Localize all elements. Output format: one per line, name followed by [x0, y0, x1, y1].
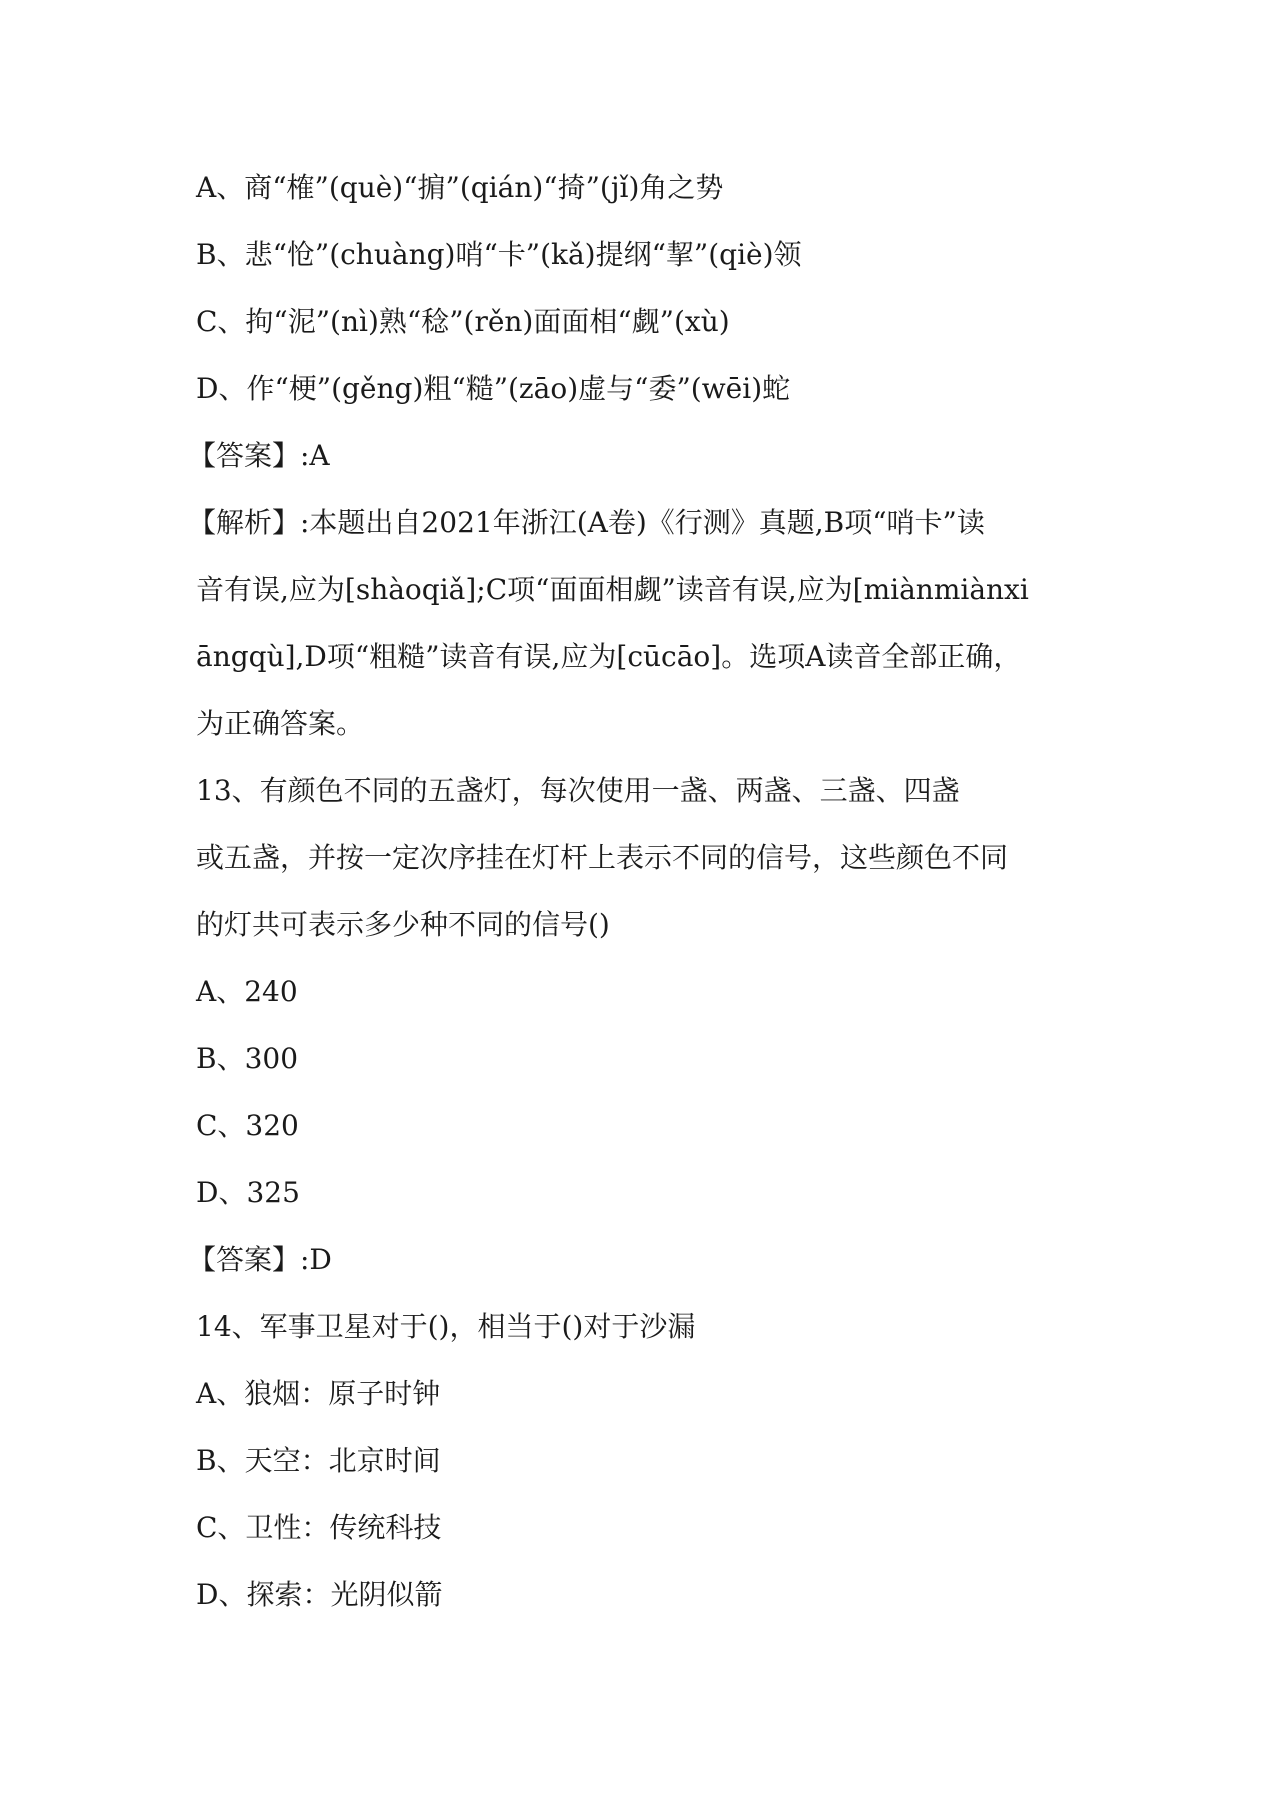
q12-option-d: D、作“梗”(gěng)粗“糙”(zāo)虚与“委”(wēi)蛇 — [196, 372, 791, 405]
q12-option-b: B、悲“怆”(chuàng)哨“卡”(kǎ)提纲“挈”(qiè)领 — [196, 238, 802, 271]
q14-stem: 14、军事卫星对于()，相当于()对于沙漏 — [196, 1310, 696, 1343]
q12-option-a: A、商“榷”(què)“掮”(qián)“掎”(jǐ)角之势 — [196, 171, 724, 204]
q13-option-b: B、300 — [196, 1042, 299, 1075]
q13-stem-line-2: 或五盏，并按一定次序挂在灯杆上表示不同的信号，这些颜色不同 — [196, 841, 1009, 874]
q12-analysis-line-1: 【解析】:本题出自2021年浙江(A卷)《行测》真题,B项“哨卡”读 — [188, 506, 985, 539]
q12-analysis-line-4: 为正确答案。 — [196, 707, 365, 740]
q12-analysis-line-3: āngqù],D项“粗糙”读音有误,应为[cūcāo]。选项A读音全部正确， — [196, 640, 1022, 673]
q12-analysis-line-2: 音有误,应为[shàoqiǎ];C项“面面相觑”读音有误,应为[miànmiànxi — [196, 573, 1029, 606]
q14-option-c: C、卫性：传统科技 — [196, 1511, 442, 1544]
q13-option-d: D、325 — [196, 1176, 300, 1209]
q13-option-a: A、240 — [196, 975, 298, 1008]
q13-stem-line-3: 的灯共可表示多少种不同的信号() — [196, 908, 610, 941]
q12-answer: 【答案】:A — [188, 439, 330, 472]
q13-answer: 【答案】:D — [188, 1243, 332, 1276]
q13-stem-line-1: 13、有颜色不同的五盏灯，每次使用一盏、两盏、三盏、四盏 — [196, 774, 960, 807]
q14-option-a: A、狼烟：原子时钟 — [196, 1377, 441, 1410]
q12-option-c: C、拘“泥”(nì)熟“稔”(rěn)面面相“觑”(xù) — [196, 305, 730, 338]
q14-option-b: B、天空：北京时间 — [196, 1444, 441, 1477]
q13-option-c: C、320 — [196, 1109, 299, 1142]
q14-option-d: D、探索：光阴似箭 — [196, 1578, 443, 1611]
